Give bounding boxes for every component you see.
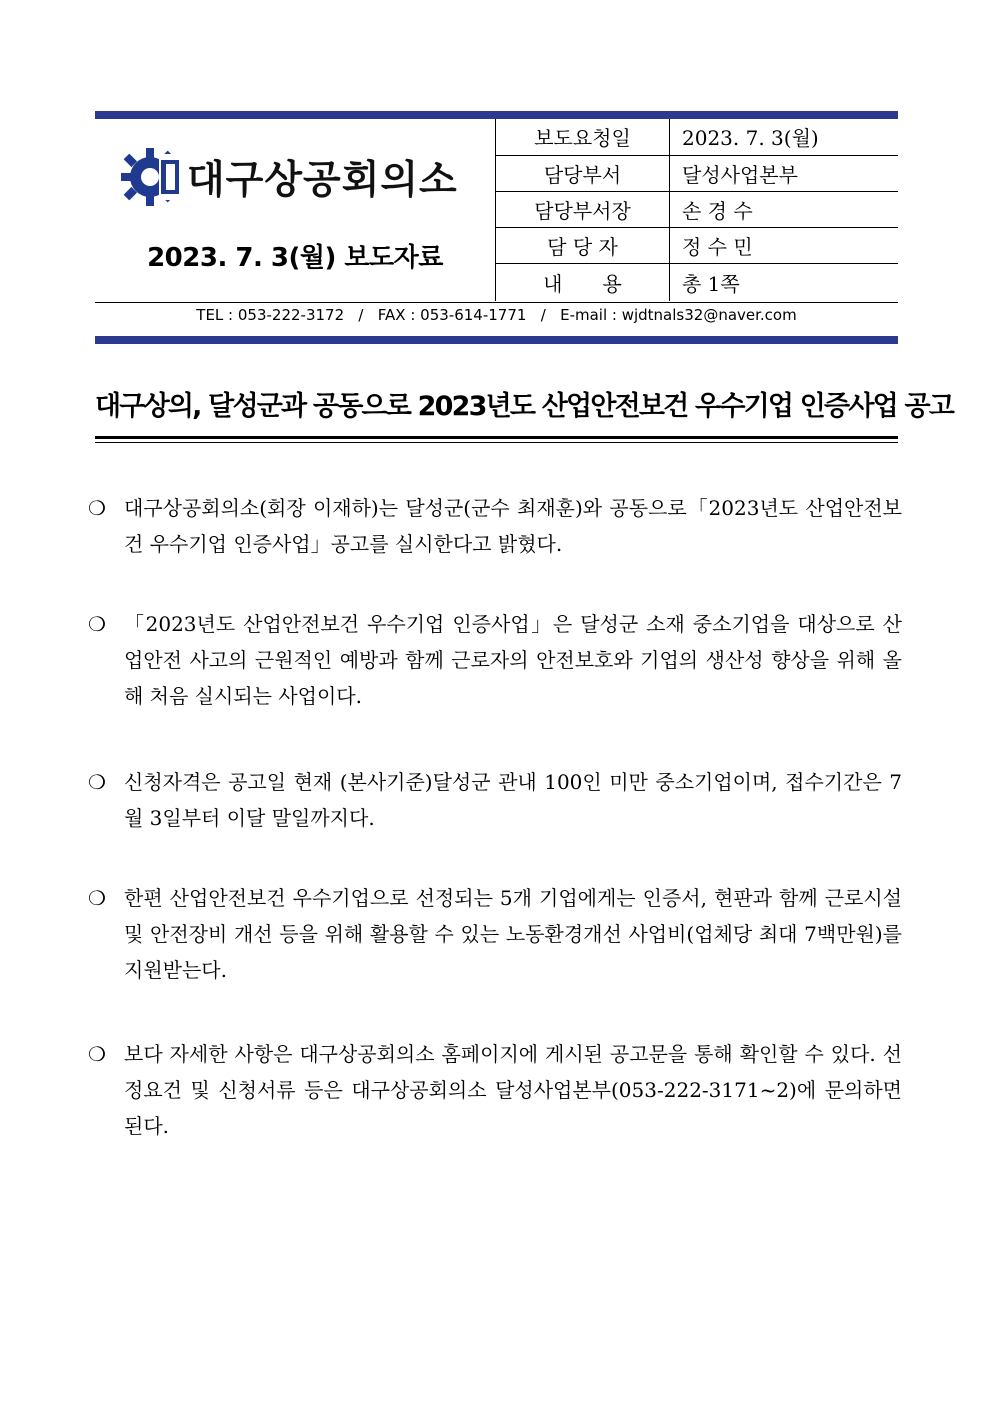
bullet-circle-icon: ❍	[88, 1042, 106, 1066]
paragraph-text: 한편 산업안전보건 우수기업으로 선정되는 5개 기업에게는 인증서, 현판과 함께 근로시설 및 안전장비 개선 등을 위해 활용할 수 있는 노동환경개선 사업비(업체당 최대 7백만원)를 지원받는다.	[124, 886, 902, 982]
content-value: 총 1쪽	[682, 271, 740, 296]
contact-line: TEL : 053-222-3172 / FAX : 053-614-1771 / E-mail : wjdtnals32@naver.com	[196, 306, 797, 324]
bottom-accent-bar	[95, 336, 898, 344]
department-value: 달성사업본부	[670, 155, 899, 191]
table-row	[496, 119, 899, 155]
press-release-header	[95, 119, 898, 303]
gear-logo-icon	[119, 146, 181, 208]
content-label: 내 용	[496, 263, 670, 301]
body-paragraph	[88, 490, 902, 562]
contact-person-value: 정 수 민	[670, 227, 899, 263]
paragraph-text: 대구상공회의소(회장 이재하)는 달성군(군수 최재훈)와 공동으로「2023년도 산업안전보건 우수기업 인증사업」공고를 실시한다고 밝혔다.	[124, 496, 902, 556]
bullet-circle-icon: ❍	[88, 770, 106, 794]
department-head-value: 손 경 수	[670, 191, 899, 227]
body-paragraph	[88, 764, 902, 836]
table-row	[496, 191, 899, 227]
paragraph-text: 보다 자세한 사항은 대구상공회의소 홈페이지에 게시된 공고문을 통해 확인할 수 있다. 선정요건 및 신청서류 등은 대구상공회의소 달성사업본부(053-222-3171~2)에 문의하면 된다.	[124, 1042, 902, 1138]
contact-person-label: 담 당 자	[496, 227, 670, 263]
headline-rule	[95, 436, 898, 439]
paragraph-text: 「2023년도 산업안전보건 우수기업 인증사업」은 달성군 소재 중소기업을 대상으로 산업안전 사고의 근원적인 예방과 함께 근로자의 안전보호와 기업의 생산성 향상을 위해 올해 처음 실시되는 사업이다.	[124, 612, 902, 708]
paragraph-text: 신청자격은 공고일 현재 (본사기준)달성군 관내 100인 미만 중소기업이며, 접수기간은 7월 3일부터 이달 말일까지다.	[124, 770, 902, 830]
request-date-value: 2023. 7. 3(월)	[670, 119, 899, 155]
bullet-circle-icon: ❍	[88, 886, 106, 910]
top-accent-bar	[95, 111, 898, 119]
release-info-table	[495, 119, 898, 301]
release-date-label: 2023. 7. 3(월) 보도자료	[147, 243, 443, 273]
org-name: 대구상공회의소	[187, 158, 458, 203]
request-date-label: 보도요청일	[496, 119, 670, 155]
department-label: 담당부서	[496, 155, 670, 191]
department-head-label: 담당부서장	[496, 191, 670, 227]
body-paragraph	[88, 880, 902, 988]
table-row	[496, 263, 899, 301]
body-paragraph	[88, 1036, 902, 1144]
bullet-circle-icon: ❍	[88, 612, 106, 636]
table-row	[496, 155, 899, 191]
body-paragraph	[88, 606, 902, 714]
headline: 대구상의, 달성군과 공동으로 2023년도 산업안전보건 우수기업 인증사업 공고	[95, 391, 954, 422]
org-logo	[119, 145, 458, 209]
table-row	[496, 227, 899, 263]
bullet-circle-icon: ❍	[88, 496, 106, 520]
headline-rule-thin	[95, 442, 898, 443]
